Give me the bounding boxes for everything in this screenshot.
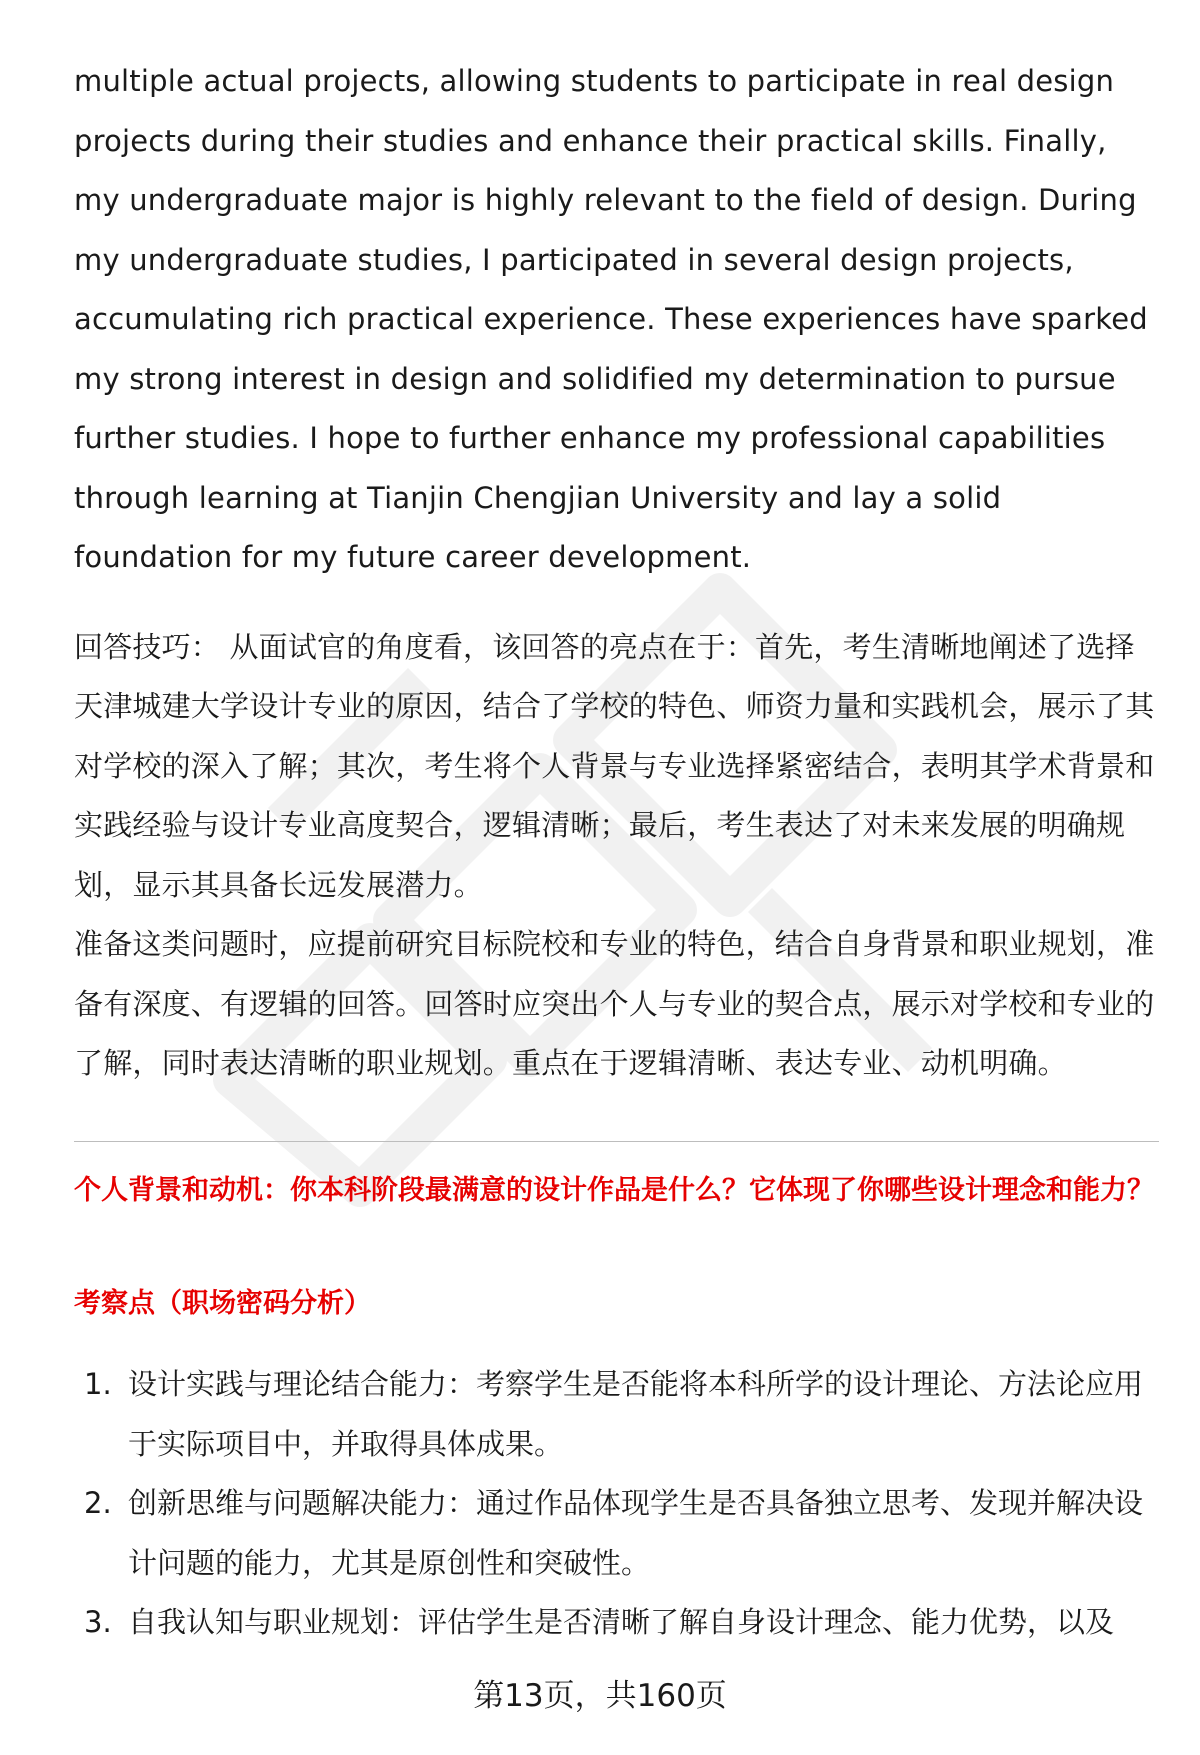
main-content <box>74 52 1159 1094</box>
list-item-text: 设计实践与理论结合能力：考察学生是否能将本科所学的设计理论、方法论应用于实际项目中，并取得具体成果。 <box>128 1367 1144 1461</box>
list-item <box>74 1593 1159 1653</box>
list-item-text: 创新思维与问题解决能力：通过作品体现学生是否具备独立思考、发现并解决设计问题的能力，尤其是原创性和突破性。 <box>128 1486 1144 1580</box>
list-item-number: 3. <box>84 1605 112 1639</box>
answer-tips-paragraph: 回答技巧： 从面试官的角度看，该回答的亮点在于：首先，考生清晰地阐述了选择天津城建大学设计专业的原因，结合了学校的特色、师资力量和实践机会，展示了其对学校的深入了解；其次，考生将个人背景与专业选择紧密结合，表明其学术背景和实践经验与设计专业高度契合，逻辑清晰；最后，考生表达了对未来发展的明确规划，显示其具备长远发展潜力。 <box>74 629 1155 902</box>
list-item-text: 自我认知与职业规划：评估学生是否清晰了解自身设计理念、能力优势，以及 <box>128 1605 1115 1639</box>
analysis-list <box>74 1355 1159 1653</box>
page-number-footer: 第13页，共160页 <box>473 1678 727 1714</box>
english-answer-paragraph: multiple actual projects, allowing students to participate in real design projects during their studies and enhance their practical skills. Finally, my undergraduate major is highly relevant to the field of design. During my undergraduate studies, I participated in several design projects, accumulating rich practical experience. These experiences have sparked my strong interest in design and solidified my determination to pursue further studies. I hope to further enhance my professional capabilities through learning at Tianjin Chengjian University and lay a solid foundation for my future career development. <box>74 64 1148 574</box>
analysis-heading: 考察点（职场密码分析） <box>74 1288 371 1319</box>
preparation-advice-paragraph: 准备这类问题时，应提前研究目标院校和专业的特色，结合自身背景和职业规划，准备有深度、有逻辑的回答。回答时应突出个人与专业的契合点，展示对学校和专业的了解，同时表达清晰的职业规划。重点在于逻辑清晰、表达专业、动机明确。 <box>74 927 1155 1080</box>
section-divider <box>74 1141 1159 1142</box>
list-item <box>74 1474 1159 1593</box>
list-item-number: 2. <box>84 1486 112 1520</box>
interview-question-heading: 个人背景和动机：你本科阶段最满意的设计作品是什么？它体现了你哪些设计理念和能力？ <box>74 1175 1154 1206</box>
list-item <box>74 1355 1159 1474</box>
list-item-number: 1. <box>84 1367 112 1401</box>
